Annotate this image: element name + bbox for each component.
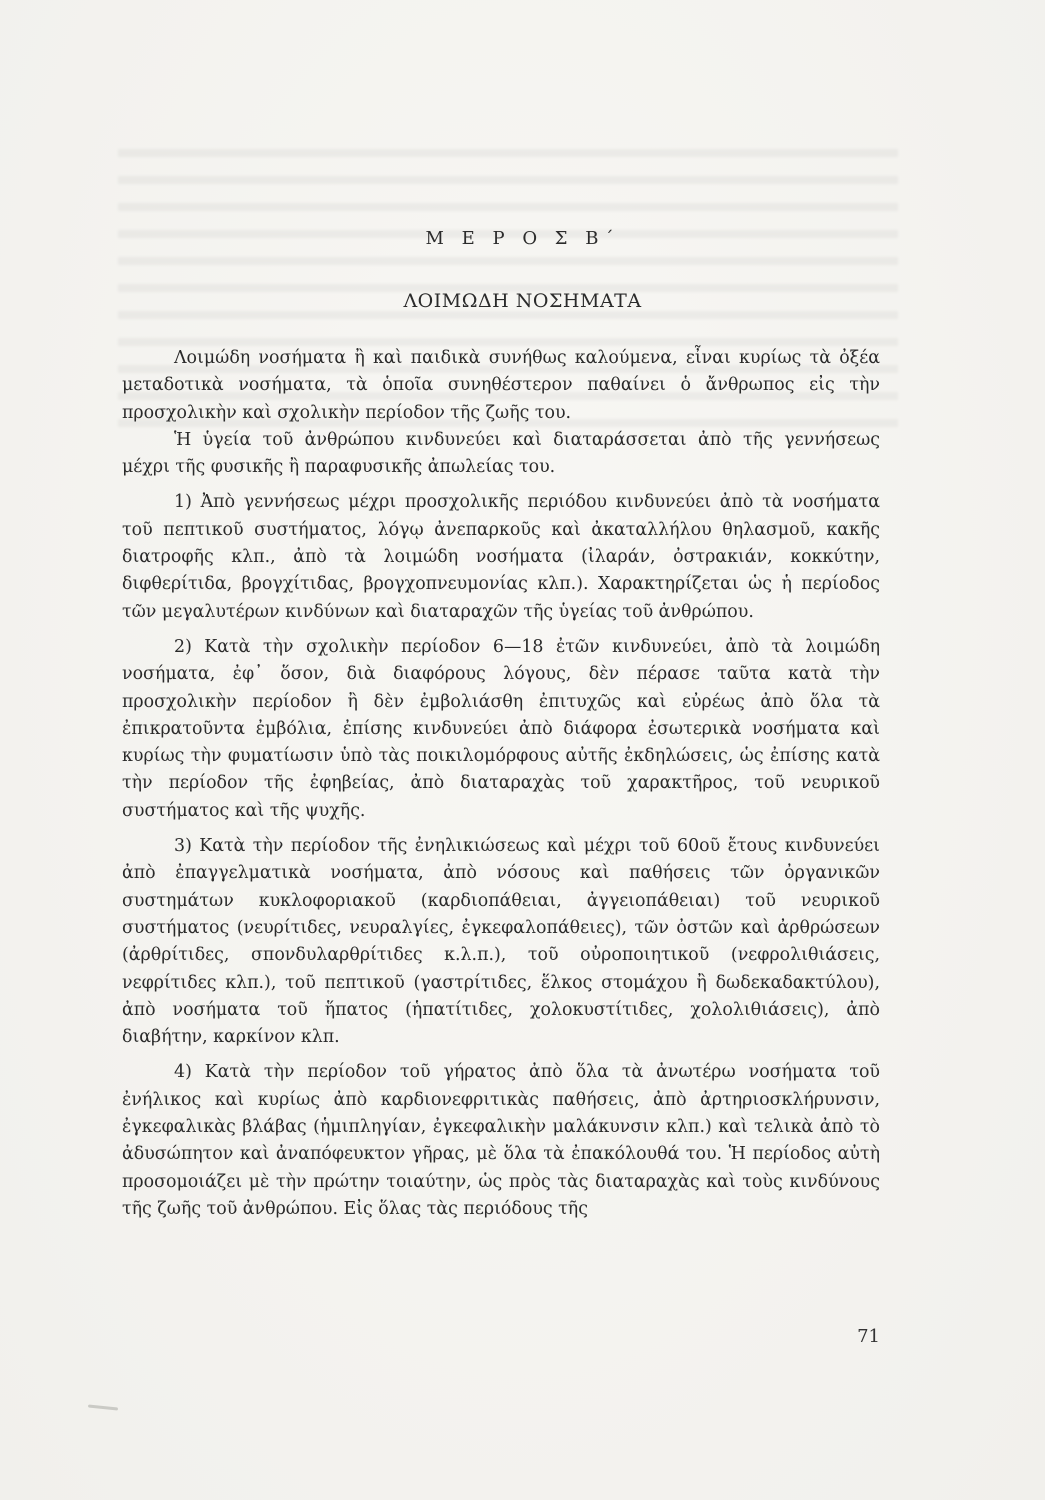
paragraph-item-3: 3) Κατὰ τὴν περίοδον τῆς ἐνηλικιώσεως καὶ μέχρι τοῦ 60οῦ ἔτους κινδυνεύει ἀπὸ ἐπαγγελματικὰ νοσήματα, ἀπὸ νόσους καὶ παθήσεις τῶν ὀργανικῶν συστημάτων κυκλοφοριακοῦ (καρδιοπάθειαι, ἀγγειοπάθειαι) τοῦ νευρικοῦ συστήματος (νευρίτιδες, νευραλγίες, ἐγκεφαλοπάθειες), τῶν ὀστῶν καὶ ἀρθρώσεων (ἀρθρίτιδες, σπονδυλαρθρίτιδες κ.λ.π.), τοῦ οὐροποιητικοῦ (νεφρολιθιάσεις, νεφρίτιδες κλπ.), τοῦ πεπτικοῦ (γαστρίτιδες, ἕλκος στομάχου ἢ δωδεκαδακτύλου), ἀπὸ νοσήματα τοῦ ἥπατος (ἡπατίτιδες, χολοκυστίτιδες, χολολιθιάσεις), ἀπὸ διαβήτην, καρκίνον κλπ.	[122, 836, 880, 1048]
chapter-heading: ΛΟΙΜΩΔΗ ΝΟΣΗΜΑΤΑ	[403, 290, 642, 312]
paragraph-intro: Λοιμώδη νοσήματα ἢ καὶ παιδικὰ συνήθως καλούμενα, εἶναι κυρίως τὰ ὀξέα μεταδοτικὰ νοσήματα, τὰ ὁποῖα συνηθέστερον παθαίνει ὁ ἄνθρωπος εἰς τὴν προσχολικὴν καὶ σχολικὴν περίοδον τῆς ζωῆς του.	[122, 348, 880, 423]
paragraph-item-2: 2) Κατὰ τὴν σχολικὴν περίοδον 6—18 ἐτῶν κινδυνεύει, ἀπὸ τὰ λοιμώδη νοσήματα, ἐφ᾽ ὅσον, διὰ διαφόρους λόγους, δὲν πέρασε ταῦτα κατὰ τὴν προσχολικὴν περίοδον ἢ δὲν ἐμβολιάσθη ἐπιτυχῶς καὶ εὐρέως ἀπὸ ὅλα τὰ ἐπικρατοῦντα ἐμβόλια, ἐπίσης κινδυνεύει ἀπὸ διάφορα ἐσωτερικὰ νοσήματα καὶ κυρίως τὴν φυματίωσιν ὑπὸ τὰς ποικιλομόρφους αὐτῆς ἐκδηλώσεις, ὡς ἐπίσης κατὰ τὴν περίοδον τῆς ἐφηβείας, ἀπὸ διαταραχὰς τοῦ χαρακτῆρος, τοῦ νευρικοῦ συστήματος καὶ τῆς ψυχῆς.	[122, 636, 880, 821]
paragraph-health-risk: Ἡ ὑγεία τοῦ ἀνθρώπου κινδυνεύει καὶ διαταράσσεται ἀπὸ τῆς γεννήσεως μέχρι τῆς φυσικῆς ἢ παραφυσικῆς ἀπωλείας του.	[122, 429, 880, 478]
body-text	[122, 345, 880, 1223]
ink-smudge	[88, 1404, 118, 1410]
paragraph-item-4: 4) Κατὰ τὴν περίοδον τοῦ γήρατος ἀπὸ ὅλα τὰ ἀνωτέρω νοσήματα τοῦ ἐνήλικος καὶ κυρίως ἀπὸ καρδιονεφριτικὰς παθήσεις, ἀπὸ ἀρτηριοσκλήρυνσιν, ἐγκεφαλικὰς βλάβας (ἡμιπληγίαν, ἐγκεφαλικὴν μαλάκυνσιν κλπ.) καὶ τελικὰ ἀπὸ τὸ ἀδυσώπητον καὶ ἀναπόφευκτον γῆρας, μὲ ὅλα τὰ ἐπακόλουθά του. Ἡ περίοδος αὐτὴ προσομοιάζει μὲ τὴν πρώτην τοιαύτην, ὡς πρὸς τὰς διαταραχὰς καὶ τοὺς κινδύνους τῆς ζωῆς τοῦ ἀνθρώπου. Εἰς ὅλας τὰς περιόδους τῆς	[122, 1062, 880, 1219]
section-heading: Μ Ε Ρ Ο Σ Β΄	[425, 228, 620, 249]
page-number: 71	[857, 1326, 880, 1347]
paragraph-item-1: 1) Ἀπὸ γεννήσεως μέχρι προσχολικῆς περιόδου κινδυνεύει ἀπὸ τὰ νοσήματα τοῦ πεπτικοῦ συστήματος, λόγῳ ἀνεπαρκοῦς καὶ ἀκαταλλήλου θηλασμοῦ, κακῆς διατροφῆς κλπ., ἀπὸ τὰ λοιμώδη νοσήματα (ἰλαράν, ὀστρακιάν, κοκκύτην, διφθερίτιδα, βρογχίτιδας, βρογχοπνευμονίας κλπ.). Χαρακτηρίζεται ὡς ἡ περίοδος τῶν μεγαλυτέρων κινδύνων καὶ διαταραχῶν τῆς ὑγείας τοῦ ἀνθρώπου.	[122, 492, 880, 622]
